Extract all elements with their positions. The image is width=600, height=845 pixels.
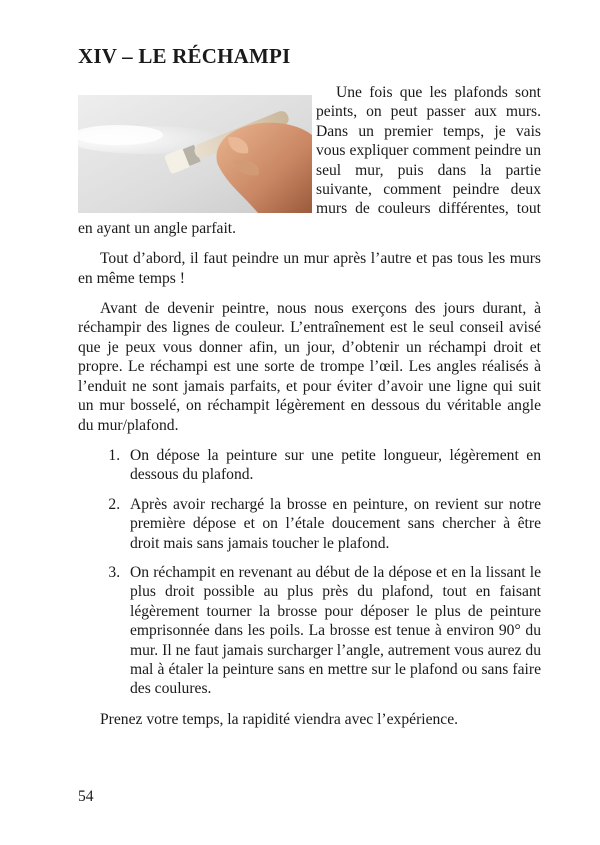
page-number: 54 (78, 788, 94, 805)
steps-list (78, 446, 541, 699)
intro-text: Une fois que les plafonds sont peints, on peut passer aux murs. Dans un premier temps, je vais vous expliquer comment peindre un seul mur, puis dans la partie suivante, comment peindre deux murs de couleurs différentes, tout en ayant un angle parfait. (78, 84, 541, 237)
paint-brush-illustration (78, 95, 312, 213)
closing-paragraph: Prenez votre temps, la rapidité viendra avec l’expérience. (100, 710, 459, 728)
paragraph-3: Avant de devenir peintre, nous nous exerçons des jours durant, à réchampir des lignes de couleur. L’entraînement est le seul conseil avisé que je peux vous donner afin, un jour, d’obtenir un réchampi droit et propre. Le réchampi est une sorte de trompe l’œil. Les angles réalisés à l’enduit ne sont jamais parfaits, et pour éviter d’avoir une ligne qui suit un mur bosselé, on réchampit légèrement en dessous du véritable angle du mur/plafond. (78, 300, 541, 434)
step-item: 2. Après avoir rechargé la brosse en peinture, on revient sur notre première dépose et on l’étale doucement sans chercher à être droit mais sans jamais toucher le plafond. (124, 495, 541, 553)
step-item: 1. On dépose la peinture sur une petite longueur, légèrement en dessous du plafond. (124, 446, 541, 485)
step-item: 3. On réchampit en revenant au début de la dépose et en la lissant le plus droit possible au plus près du plafond, tout en faisant légèrement tourner la brosse pour déposer le plus de peinture emprisonnée dans les poils. La brosse est tenue à environ 90° du mur. Il ne faut jamais surcharger l’angle, autrement vous aurez du mal à étaler la peinture sans en mettre sur le plafond ou sans faire des coulures. (124, 563, 541, 699)
chapter-heading: XIV – LE RÉCHAMPI (78, 44, 291, 68)
paint-brush-photo (78, 95, 312, 213)
paragraph-2: Tout d’abord, il faut peindre un mur après l’autre et pas tous les murs en même temps ! (78, 250, 541, 287)
